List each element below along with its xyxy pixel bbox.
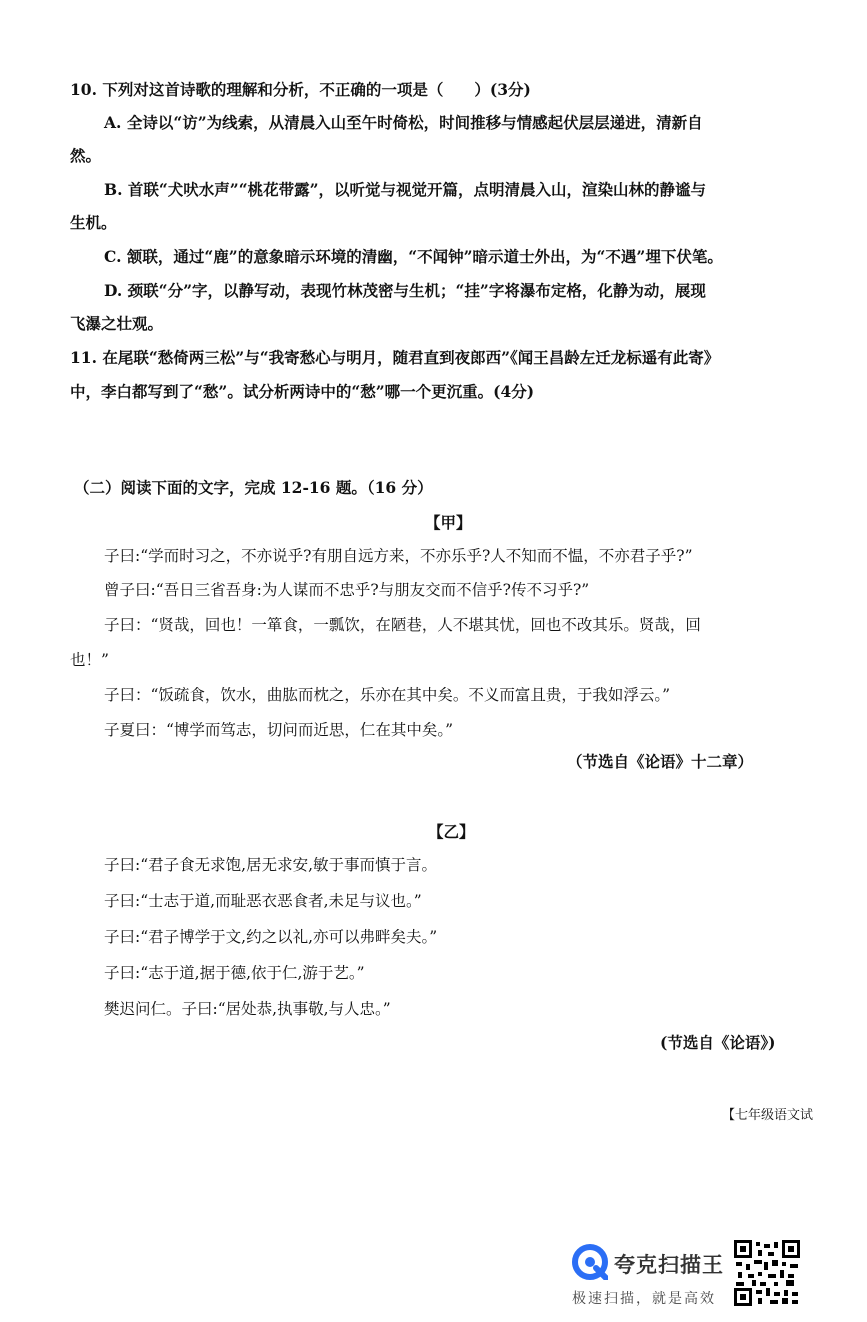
jia-source: （节选自《论语》十二章） bbox=[567, 752, 754, 771]
q11-line2: 中，李白都写到了“愁”。试分析两诗中的“愁”哪一个更沉重。(4分) bbox=[70, 382, 535, 401]
q10-option-a-line1: A. 全诗以“访”为线索，从清晨入山至午时倚松，时间推移与情感起伏层层递进，清新自 bbox=[104, 113, 703, 132]
q10-option-a-line2: 然。 bbox=[70, 146, 102, 165]
yi-source: (节选自《论语》) bbox=[660, 1033, 776, 1052]
yi-title: 【乙】 bbox=[428, 822, 475, 841]
q10-option-d-line2: 飞瀑之壮观。 bbox=[70, 314, 164, 333]
jia-line5: 子曰：“饭疏食，饮水，曲肱而枕之，乐亦在其中矣。不义而富且贵，于我如浮云。” bbox=[104, 686, 671, 704]
yi-line2: 子曰:“士志于道,而耻恶衣恶食者,未足与议也。” bbox=[104, 892, 422, 910]
jia-line3: 子曰：“贤哉，回也！一箪食，一瓢饮，在陋巷，人不堪其忧，回也不改其乐。贤哉，回 bbox=[104, 616, 701, 634]
jia-line6: 子夏曰：“博学而笃志，切问而近思，仁在其中矣。” bbox=[104, 721, 454, 739]
q10-option-b-line1: B. 首联“犬吠水声”“桃花带露”，以听觉与视觉开篇，点明清晨入山，渲染山林的静谧与 bbox=[104, 180, 707, 199]
yi-line4: 子曰:“志于道,据于德,依于仁,游于艺。” bbox=[104, 964, 365, 982]
jia-line4: 也！” bbox=[70, 651, 109, 669]
q11-line1: 11. 在尾联“愁倚两三松”与“我寄愁心与明月，随君直到夜郎西”《闻王昌龄左迁龙标遥有此寄》 bbox=[70, 348, 720, 367]
jia-line1: 子曰:“学而时习之，不亦说乎?有朋自远方来，不亦乐乎?人不知而不愠，不亦君子乎?” bbox=[104, 547, 693, 565]
brand-slogan: 极速扫描，就是高效 bbox=[572, 1291, 716, 1307]
section2-heading: （二）阅读下面的文字，完成 12-16 题。（16 分） bbox=[74, 478, 433, 497]
quark-logo-icon bbox=[572, 1244, 608, 1280]
q10-option-d-line1: D. 颈联“分”字，以静写动，表现竹林茂密与生机；“挂”字将瀑布定格，化静为动，展现 bbox=[104, 281, 706, 300]
brand-name: 夸克扫描王 bbox=[614, 1253, 724, 1277]
yi-line1: 子曰:“君子食无求饱,居无求安,敏于事而慎于言。 bbox=[104, 856, 438, 874]
qr-code-icon bbox=[734, 1240, 800, 1306]
jia-line2: 曾子曰:“吾日三省吾身:为人谋而不忠乎?与朋友交而不信乎?传不习乎?” bbox=[104, 581, 590, 599]
q10-option-b-line2: 生机。 bbox=[70, 213, 117, 232]
yi-line3: 子曰:“君子博学于文,约之以礼,亦可以弗畔矣夫。” bbox=[104, 928, 438, 946]
footer-tag: 【七年级语文试 bbox=[722, 1108, 814, 1123]
jia-title: 【甲】 bbox=[425, 513, 472, 532]
yi-line5: 樊迟问仁。子曰:“居处恭,执事敬,与人忠。” bbox=[104, 1000, 391, 1018]
q10-option-c: C. 颔联，通过“鹿”的意象暗示环境的清幽，“不闻钟”暗示道士外出，为“不遇”埋下伏笔。 bbox=[104, 247, 723, 266]
q10-stem: 10. 下列对这首诗歌的理解和分析，不正确的一项是（ ）(3分) bbox=[70, 80, 531, 99]
